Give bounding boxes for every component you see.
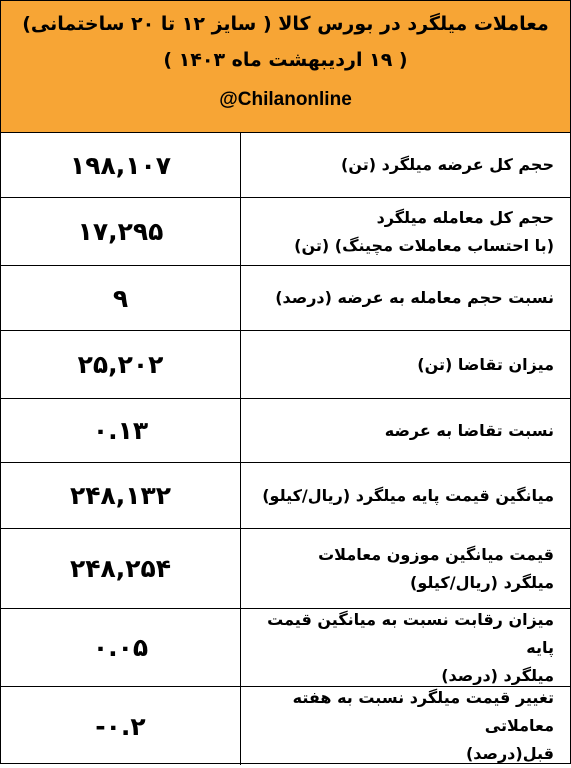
row-value: -۰.۲	[1, 687, 241, 765]
row-value: ۰.۰۵	[1, 609, 241, 686]
row-label: قیمت میانگین موزون معاملات میلگرد (ریال/کیلو)	[318, 544, 554, 592]
row-value: ۱۷,۲۹۵	[1, 198, 241, 265]
row-label: تغییر قیمت میلگرد نسبت به هفته معاملاتی قبل(درصد)	[292, 688, 554, 763]
table-date: ( ۱۹ اردیبهشت ماه ۱۴۰۳ )	[163, 49, 408, 71]
table-row	[1, 198, 570, 266]
row-value: ۱۹۸,۱۰۷	[1, 133, 241, 197]
table-row	[1, 266, 570, 331]
row-label: حجم کل معامله میلگرد (با احتساب معاملات مچینگ) (تن)	[294, 207, 554, 255]
row-value: ۲۴۸,۲۵۴	[1, 529, 241, 608]
table-row	[1, 529, 570, 609]
table-row	[1, 331, 570, 399]
table-row	[1, 399, 570, 463]
channel-handle: @Chilanonline	[219, 89, 352, 110]
row-label: میزان تقاضا (تن)	[417, 354, 554, 374]
row-value: ۰.۱۳	[1, 399, 241, 462]
table-body	[1, 133, 570, 765]
table-header	[1, 1, 570, 133]
row-label: میانگین قیمت پایه میلگرد (ریال/کیلو)	[262, 485, 554, 505]
table-row	[1, 133, 570, 198]
row-label: نسبت حجم معامله به عرضه (درصد)	[275, 288, 554, 307]
row-label: نسبت تقاضا به عرضه	[384, 420, 554, 440]
row-value: ۹	[1, 266, 241, 330]
table-row	[1, 687, 570, 765]
row-label: میزان رقابت نسبت به میانگین قیمت پایه میلگرد (درصد)	[267, 609, 554, 685]
table-row	[1, 463, 570, 529]
table-row	[1, 609, 570, 687]
row-value: ۲۵,۲۰۲	[1, 331, 241, 398]
table-title: معاملات میلگرد در بورس کالا ( سایز ۱۲ تا ۲۰ ساختمانی)	[22, 13, 549, 35]
row-value: ۲۴۸,۱۳۲	[1, 463, 241, 528]
row-label: حجم کل عرضه میلگرد (تن)	[341, 155, 554, 174]
